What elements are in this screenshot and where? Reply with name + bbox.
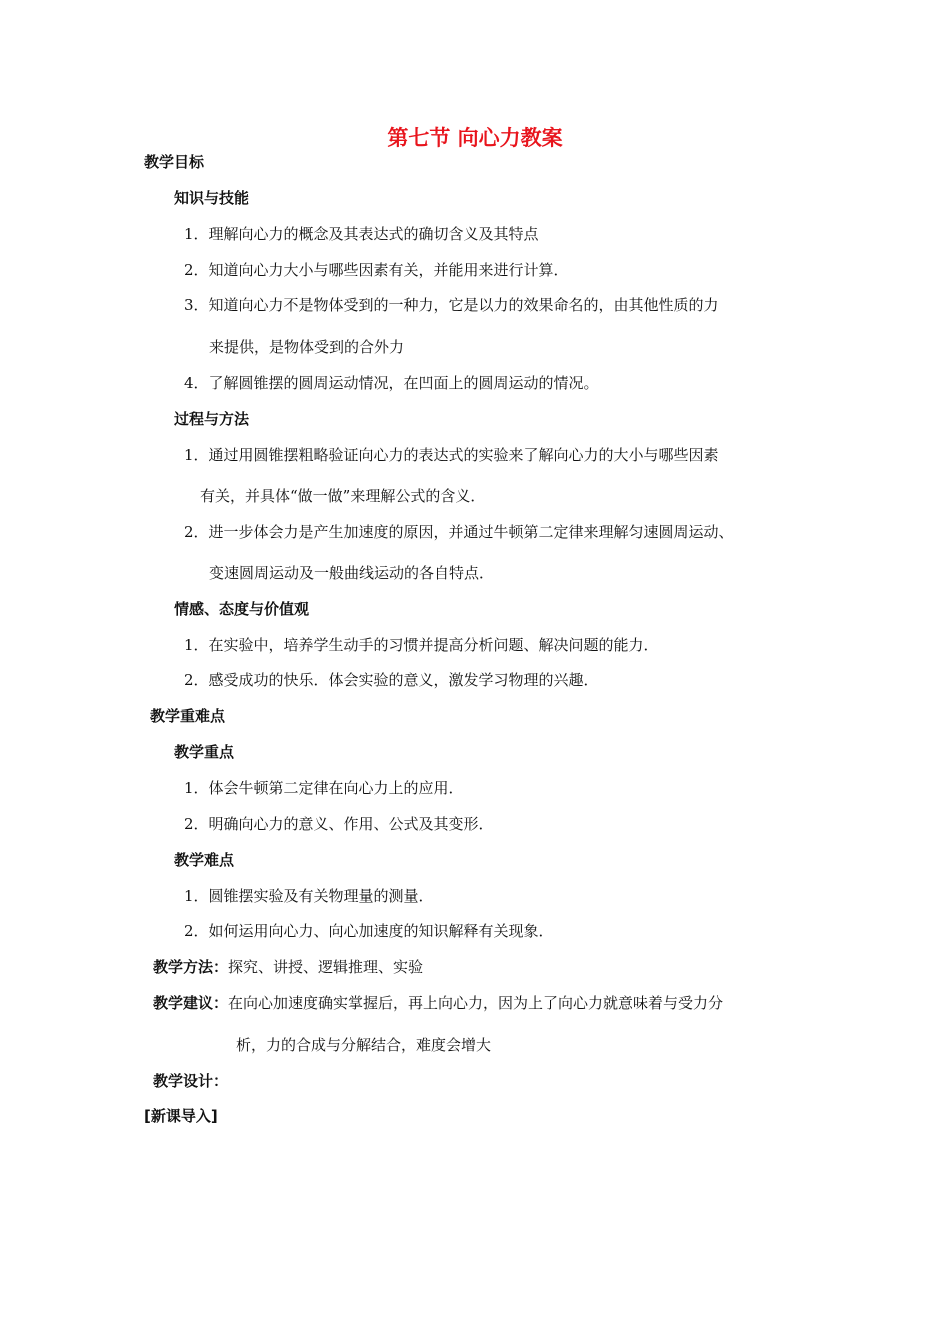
list-item: 2．感受成功的快乐．体会实验的意义，激发学习物理的兴趣． [184,671,599,689]
subheading-emotion: 情感、态度与价值观 [174,600,310,618]
list-item: 4．了解圆锥摆的圆周运动情况，在凹面上的圆周运动的情况。 [184,374,599,392]
list-item: 1．体会牛顿第二定律在向心力上的应用． [184,779,464,797]
list-item: 2．进一步体会力是产生加速度的原因，并通过牛顿第二定律来理解匀速圆周运动、 [184,523,734,541]
list-item: 1．圆锥摆实验及有关物理量的测量． [184,887,434,905]
list-item: 1．理解向心力的概念及其表达式的确切含义及其特点 [184,225,539,243]
teaching-design-label: 教学设计： [153,1072,229,1090]
subheading-hard-points: 教学难点 [174,851,235,869]
list-item: 1．在实验中，培养学生动手的习惯并提高分析问题、解决问题的能力． [184,636,659,654]
teaching-suggestion-label: 教学建议： [153,994,229,1012]
page-title: 第七节 向心力教案 [387,126,563,150]
list-item: 3．知道向心力不是物体受到的一种力，它是以力的效果命名的，由其他性质的力 [184,296,719,314]
section-heading-difficulty: 教学重难点 [150,707,226,725]
teaching-method-label: 教学方法： [153,958,229,976]
list-item: 2．知道向心力大小与哪些因素有关，并能用来进行计算． [184,261,569,279]
subheading-knowledge: 知识与技能 [174,189,250,207]
list-item-continuation: 变速圆周运动及一般曲线运动的各自特点． [209,564,495,582]
list-item: 2．明确向心力的意义、作用、公式及其变形． [184,815,494,833]
teaching-suggestion-continuation: 析，力的合成与分解结合，难度会增大 [236,1036,492,1054]
teaching-suggestion-text: 在向心加速度确实掌握后，再上向心力，因为上了向心力就意味着与受力分 [228,994,724,1012]
teaching-method [153,957,423,977]
list-item: 2．如何运用向心力、向心加速度的知识解释有关现象． [184,922,554,940]
list-item-continuation: 来提供，是物体受到的合外力 [209,338,405,356]
new-lesson-intro-label: [新课导入] [144,1107,218,1125]
teaching-suggestion [153,993,723,1013]
subheading-key-points: 教学重点 [174,743,235,761]
subheading-process: 过程与方法 [174,410,250,428]
list-item-continuation: 有关，并具体“做一做”来理解公式的含义． [200,487,486,505]
teaching-method-text: 探究、讲授、逻辑推理、实验 [228,958,424,976]
list-item: 1．通过用圆锥摆粗略验证向心力的表达式的实验来了解向心力的大小与哪些因素 [184,446,719,464]
section-heading-goals: 教学目标 [144,153,205,171]
